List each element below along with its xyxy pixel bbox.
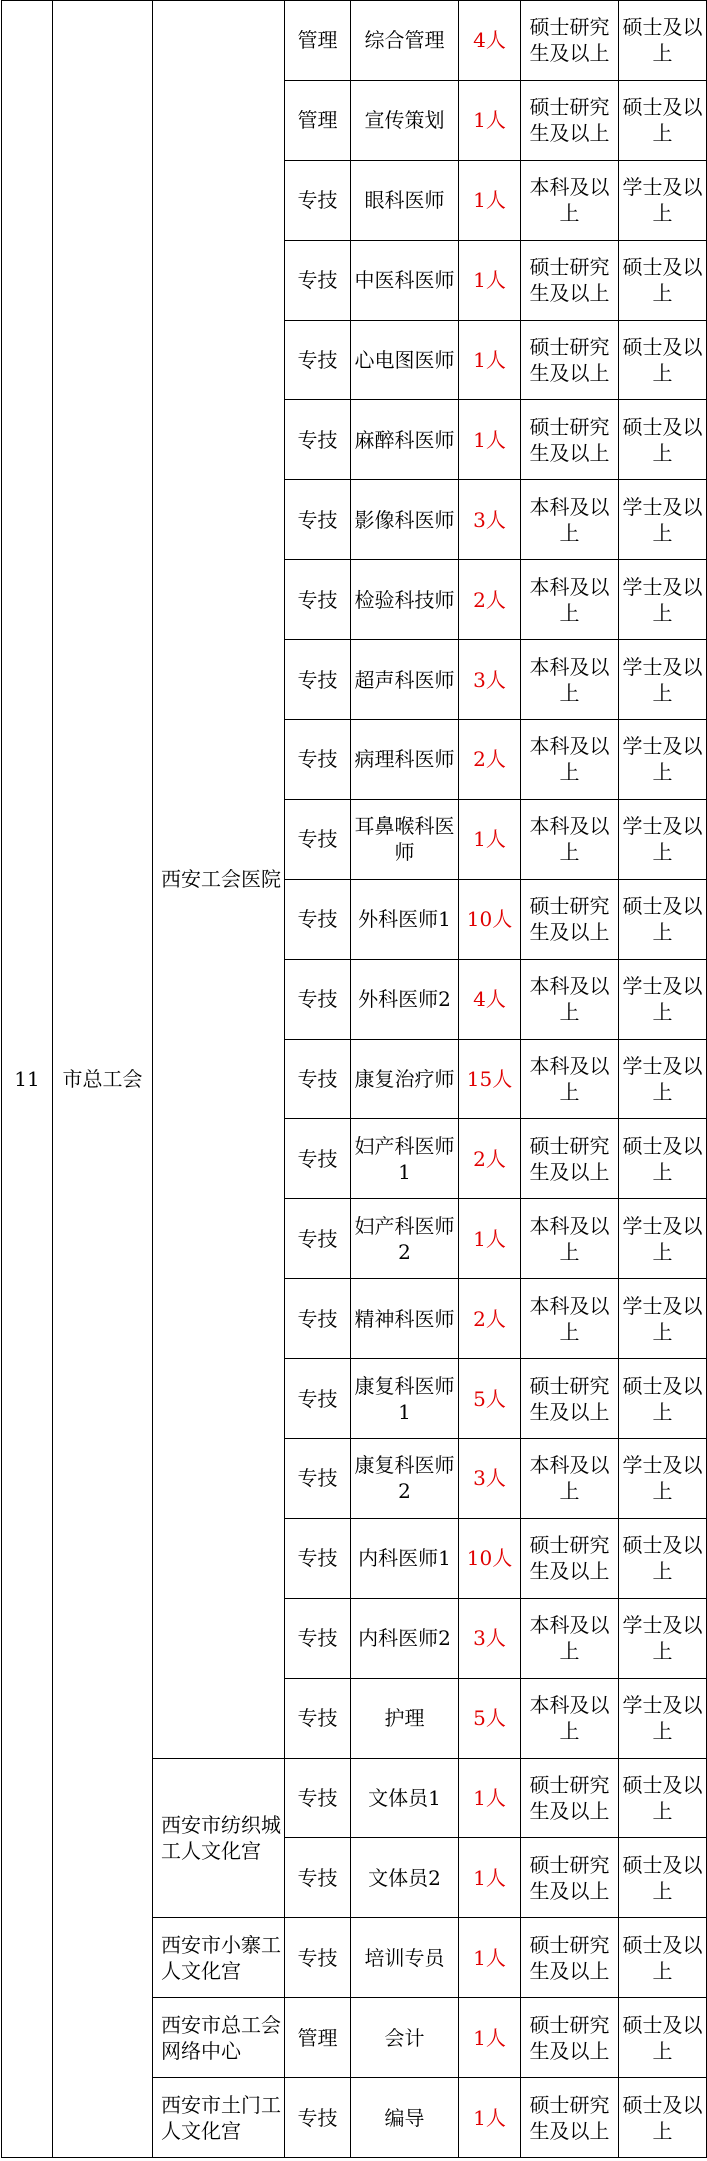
headcount-cell: 1人 [459,1998,521,2078]
position-name-cell: 内科医师1 [351,1518,459,1598]
position-name-cell: 耳鼻喉科医师 [351,799,459,879]
degree-requirement-cell: 硕士及以上 [619,320,707,400]
degree-requirement-cell: 学士及以上 [619,959,707,1039]
position-type-cell: 专技 [285,640,351,720]
headcount-cell: 2人 [459,1279,521,1359]
position-type-cell: 专技 [285,1678,351,1758]
position-name-cell: 超声科医师 [351,640,459,720]
education-requirement-cell: 硕士研究生及以上 [521,879,619,959]
position-name-cell: 康复科医师1 [351,1359,459,1439]
table-row [2,1,707,81]
education-requirement-cell: 硕士研究生及以上 [521,320,619,400]
degree-requirement-cell: 硕士及以上 [619,1359,707,1439]
degree-requirement-cell: 学士及以上 [619,1199,707,1279]
education-requirement-cell: 本科及以上 [521,560,619,640]
position-type-cell: 专技 [285,1838,351,1918]
degree-requirement-cell: 学士及以上 [619,1039,707,1119]
headcount-cell: 1人 [459,1918,521,1998]
headcount-cell: 1人 [459,160,521,240]
degree-requirement-cell: 硕士及以上 [619,1998,707,2078]
position-type-cell: 专技 [285,320,351,400]
position-type-cell: 专技 [285,1918,351,1998]
degree-requirement-cell: 学士及以上 [619,799,707,879]
position-name-cell: 文体员1 [351,1758,459,1838]
headcount-cell: 5人 [459,1678,521,1758]
table-body [2,1,707,2158]
employer-unit-cell: 西安市纺织城工人文化宫 [153,1758,285,1918]
headcount-cell: 2人 [459,1119,521,1199]
position-type-cell: 专技 [285,1279,351,1359]
education-requirement-cell: 本科及以上 [521,1199,619,1279]
employer-unit-cell: 西安市土门工人文化宫 [153,2078,285,2158]
position-type-cell: 专技 [285,480,351,560]
headcount-cell: 4人 [459,1,521,81]
position-type-cell: 专技 [285,720,351,800]
degree-requirement-cell: 学士及以上 [619,1279,707,1359]
headcount-cell: 15人 [459,1039,521,1119]
position-name-cell: 影像科医师 [351,480,459,560]
headcount-cell: 5人 [459,1359,521,1439]
headcount-cell: 1人 [459,320,521,400]
education-requirement-cell: 硕士研究生及以上 [521,1359,619,1439]
education-requirement-cell: 硕士研究生及以上 [521,80,619,160]
position-type-cell: 专技 [285,879,351,959]
education-requirement-cell: 本科及以上 [521,959,619,1039]
position-name-cell: 妇产科医师1 [351,1119,459,1199]
department-cell: 市总工会 [53,1,153,2158]
education-requirement-cell: 本科及以上 [521,1439,619,1519]
position-type-cell: 专技 [285,400,351,480]
position-name-cell: 综合管理 [351,1,459,81]
position-name-cell: 外科医师1 [351,879,459,959]
headcount-cell: 3人 [459,1439,521,1519]
headcount-cell: 1人 [459,240,521,320]
headcount-cell: 1人 [459,2078,521,2158]
degree-requirement-cell: 学士及以上 [619,720,707,800]
position-type-cell: 管理 [285,80,351,160]
position-name-cell: 康复科医师2 [351,1439,459,1519]
degree-requirement-cell: 学士及以上 [619,1598,707,1678]
position-name-cell: 妇产科医师2 [351,1199,459,1279]
education-requirement-cell: 硕士研究生及以上 [521,1518,619,1598]
position-type-cell: 管理 [285,1,351,81]
degree-requirement-cell: 学士及以上 [619,1678,707,1758]
education-requirement-cell: 本科及以上 [521,720,619,800]
sequence-number-cell: 11 [2,1,53,2158]
position-type-cell: 专技 [285,160,351,240]
degree-requirement-cell: 学士及以上 [619,1439,707,1519]
position-type-cell: 专技 [285,959,351,1039]
position-type-cell: 专技 [285,1598,351,1678]
position-type-cell: 专技 [285,1758,351,1838]
position-type-cell: 专技 [285,1518,351,1598]
headcount-cell: 3人 [459,640,521,720]
degree-requirement-cell: 学士及以上 [619,560,707,640]
headcount-cell: 1人 [459,1758,521,1838]
education-requirement-cell: 本科及以上 [521,1039,619,1119]
degree-requirement-cell: 学士及以上 [619,640,707,720]
headcount-cell: 3人 [459,480,521,560]
employer-unit-cell: 西安市小寨工人文化宫 [153,1918,285,1998]
headcount-cell: 1人 [459,1838,521,1918]
position-name-cell: 会计 [351,1998,459,2078]
education-requirement-cell: 硕士研究生及以上 [521,240,619,320]
education-requirement-cell: 本科及以上 [521,480,619,560]
headcount-cell: 10人 [459,1518,521,1598]
education-requirement-cell: 本科及以上 [521,1678,619,1758]
position-name-cell: 精神科医师 [351,1279,459,1359]
headcount-cell: 1人 [459,1199,521,1279]
degree-requirement-cell: 硕士及以上 [619,240,707,320]
degree-requirement-cell: 硕士及以上 [619,80,707,160]
headcount-cell: 1人 [459,400,521,480]
position-type-cell: 专技 [285,1439,351,1519]
degree-requirement-cell: 硕士及以上 [619,1838,707,1918]
position-name-cell: 眼科医师 [351,160,459,240]
position-name-cell: 内科医师2 [351,1598,459,1678]
education-requirement-cell: 硕士研究生及以上 [521,1838,619,1918]
position-name-cell: 宣传策划 [351,80,459,160]
education-requirement-cell: 本科及以上 [521,799,619,879]
position-type-cell: 专技 [285,240,351,320]
degree-requirement-cell: 学士及以上 [619,160,707,240]
position-name-cell: 检验科技师 [351,560,459,640]
education-requirement-cell: 硕士研究生及以上 [521,1918,619,1998]
position-name-cell: 麻醉科医师 [351,400,459,480]
position-name-cell: 心电图医师 [351,320,459,400]
position-type-cell: 专技 [285,1359,351,1439]
education-requirement-cell: 硕士研究生及以上 [521,1998,619,2078]
employer-unit-cell: 西安工会医院 [153,1,285,1759]
headcount-cell: 1人 [459,799,521,879]
position-type-cell: 专技 [285,1039,351,1119]
education-requirement-cell: 硕士研究生及以上 [521,2078,619,2158]
degree-requirement-cell: 硕士及以上 [619,879,707,959]
headcount-cell: 1人 [459,80,521,160]
education-requirement-cell: 本科及以上 [521,160,619,240]
recruitment-table [1,0,707,2158]
headcount-cell: 2人 [459,560,521,640]
education-requirement-cell: 硕士研究生及以上 [521,400,619,480]
position-name-cell: 病理科医师 [351,720,459,800]
degree-requirement-cell: 硕士及以上 [619,400,707,480]
position-name-cell: 培训专员 [351,1918,459,1998]
education-requirement-cell: 本科及以上 [521,1279,619,1359]
education-requirement-cell: 本科及以上 [521,1598,619,1678]
degree-requirement-cell: 硕士及以上 [619,1758,707,1838]
position-type-cell: 专技 [285,560,351,640]
education-requirement-cell: 硕士研究生及以上 [521,1758,619,1838]
position-name-cell: 外科医师2 [351,959,459,1039]
position-type-cell: 管理 [285,1998,351,2078]
degree-requirement-cell: 硕士及以上 [619,1518,707,1598]
headcount-cell: 10人 [459,879,521,959]
headcount-cell: 3人 [459,1598,521,1678]
education-requirement-cell: 本科及以上 [521,640,619,720]
headcount-cell: 2人 [459,720,521,800]
employer-unit-cell: 西安市总工会网络中心 [153,1998,285,2078]
degree-requirement-cell: 硕士及以上 [619,1,707,81]
position-name-cell: 护理 [351,1678,459,1758]
headcount-cell: 4人 [459,959,521,1039]
position-name-cell: 中医科医师 [351,240,459,320]
degree-requirement-cell: 硕士及以上 [619,2078,707,2158]
position-type-cell: 专技 [285,1199,351,1279]
degree-requirement-cell: 硕士及以上 [619,1119,707,1199]
degree-requirement-cell: 学士及以上 [619,480,707,560]
education-requirement-cell: 硕士研究生及以上 [521,1119,619,1199]
position-name-cell: 文体员2 [351,1838,459,1918]
position-name-cell: 康复治疗师 [351,1039,459,1119]
position-name-cell: 编导 [351,2078,459,2158]
position-type-cell: 专技 [285,1119,351,1199]
education-requirement-cell: 硕士研究生及以上 [521,1,619,81]
position-type-cell: 专技 [285,799,351,879]
position-type-cell: 专技 [285,2078,351,2158]
degree-requirement-cell: 硕士及以上 [619,1918,707,1998]
